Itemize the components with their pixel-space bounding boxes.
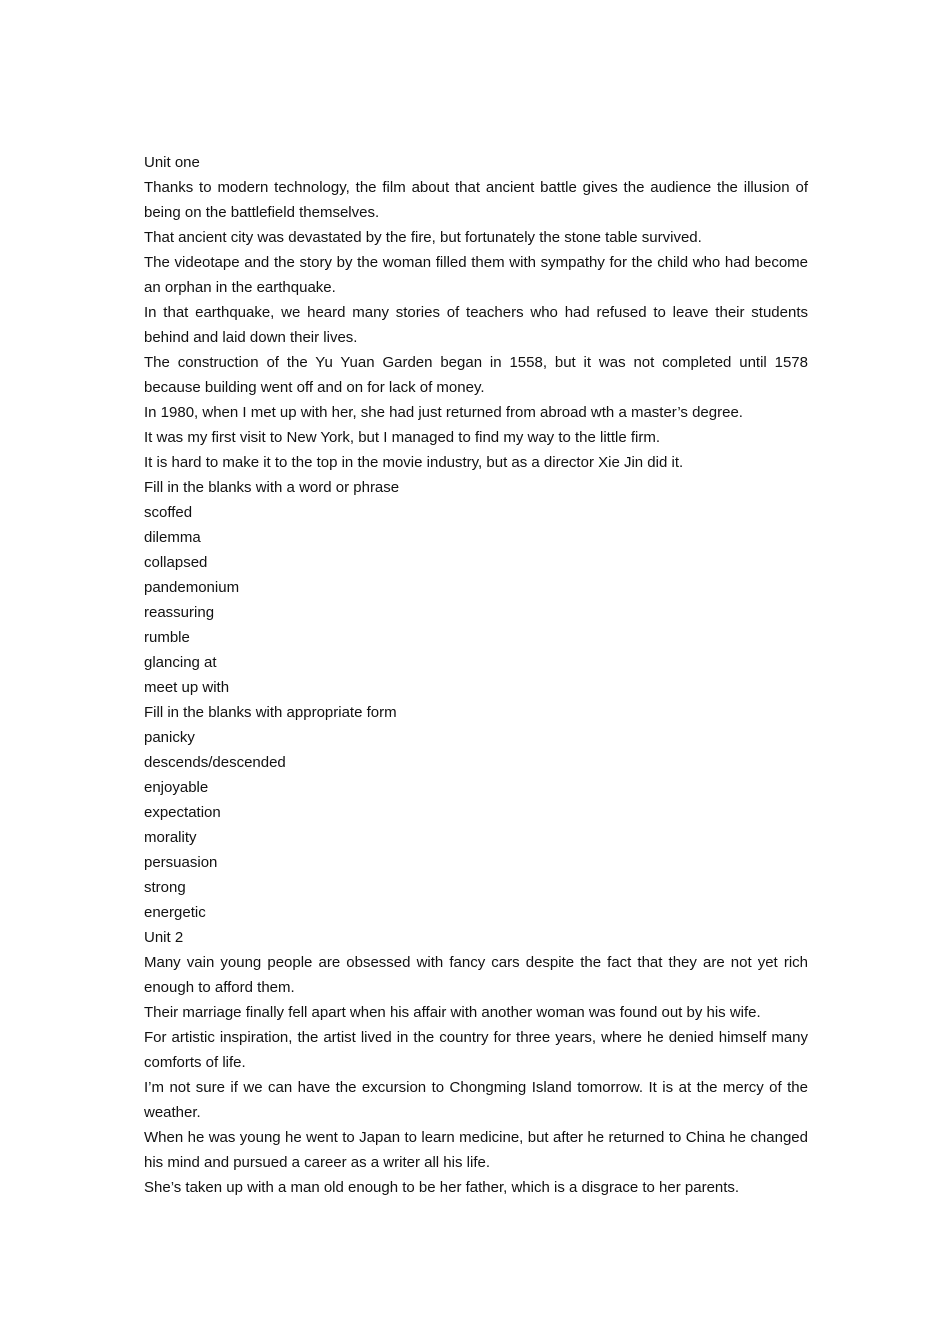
word-phrase-heading: Fill in the blanks with a word or phrase: [144, 479, 400, 496]
document-body: [144, 150, 808, 1200]
unit1-sentence-1: Thanks to modern technology, the film about that ancient battle gives the audience the illusion of being on the battlefield themselves.: [144, 179, 808, 221]
unit2-sentence-3: For artistic inspiration, the artist lived in the country for three years, where he denied himself many comforts of life.: [144, 1029, 808, 1071]
word-answer-7: glancing at: [144, 654, 217, 671]
word-answer-4: pandemonium: [144, 579, 240, 596]
unit-one-heading: Unit one: [144, 154, 200, 171]
form-answer-7: strong: [144, 879, 186, 896]
unit2-sentence-5: When he was young he went to Japan to learn medicine, but after he returned to China he changed his mind and pursued a career as a writer all his life.: [144, 1129, 808, 1171]
form-answer-8: energetic: [144, 904, 206, 921]
unit1-sentence-3: The videotape and the story by the woman filled them with sympathy for the child who had become an orphan in the earthquake.: [144, 254, 808, 296]
unit-two-heading: Unit 2: [144, 929, 184, 946]
word-answer-2: dilemma: [144, 529, 201, 546]
form-answer-4: expectation: [144, 804, 221, 821]
form-answer-1: panicky: [144, 729, 195, 746]
unit1-sentence-4: In that earthquake, we heard many stories of teachers who had refused to leave their students behind and laid down their lives.: [144, 304, 808, 346]
unit2-sentence-4: I’m not sure if we can have the excursion to Chongming Island tomorrow. It is at the mercy of the weather.: [144, 1079, 808, 1121]
unit1-sentence-5: The construction of the Yu Yuan Garden began in 1558, but it was not completed until 1578 because building went off and on for lack of money.: [144, 354, 808, 396]
word-answer-8: meet up with: [144, 679, 230, 696]
unit1-sentence-2: That ancient city was devastated by the fire, but fortunately the stone table survived.: [144, 229, 702, 246]
unit2-sentence-1: Many vain young people are obsessed with fancy cars despite the fact that they are not yet rich enough to afford them.: [144, 954, 808, 996]
unit1-sentence-8: It is hard to make it to the top in the movie industry, but as a director Xie Jin did it.: [144, 454, 684, 471]
form-heading: Fill in the blanks with appropriate form: [144, 704, 397, 721]
word-answer-1: scoffed: [144, 504, 193, 521]
unit1-sentence-6: In 1980, when I met up with her, she had just returned from abroad wth a master’s degree.: [144, 404, 743, 421]
word-answer-5: reassuring: [144, 604, 215, 621]
form-answer-3: enjoyable: [144, 779, 209, 796]
unit2-sentence-2: Their marriage finally fell apart when his affair with another woman was found out by his wife.: [144, 1004, 761, 1021]
unit2-sentence-6: She’s taken up with a man old enough to be her father, which is a disgrace to her parents.: [144, 1179, 740, 1196]
form-answer-2: descends/descended: [144, 754, 286, 771]
unit1-sentence-7: It was my first visit to New York, but I managed to find my way to the little firm.: [144, 429, 661, 446]
word-answer-3: collapsed: [144, 554, 208, 571]
word-answer-6: rumble: [144, 629, 190, 646]
form-answer-6: persuasion: [144, 854, 218, 871]
form-answer-5: morality: [144, 829, 197, 846]
